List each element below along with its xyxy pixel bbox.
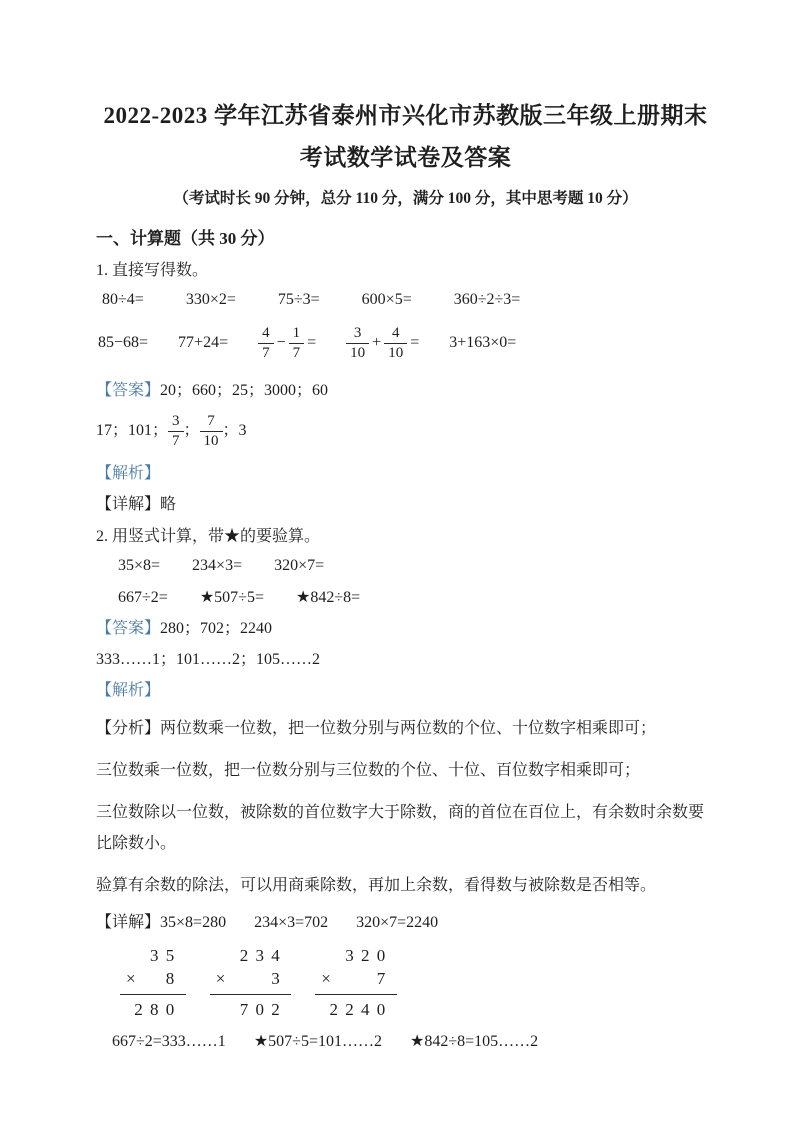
q1-expr-6: 85−68= <box>98 334 149 351</box>
q1-expr-9-fraction <box>346 325 419 362</box>
multiplier: 7 <box>376 969 387 988</box>
multiplicand: 3 2 0 <box>345 946 387 965</box>
q1-answer2-pre: 17；101； <box>96 422 169 439</box>
q2-expression-row-1 <box>118 556 715 576</box>
vertical-multiplication-3 <box>315 946 397 1020</box>
q2-analysis-p1 <box>96 713 715 744</box>
section-1-heading: 一、计算题（共 30 分） <box>96 229 275 248</box>
analysis-label: 【解析】 <box>96 682 161 699</box>
fraction: $\frac{4}{7}$ <box>258 325 274 362</box>
product: 2 2 4 0 <box>329 1000 387 1019</box>
q1-expr-1: 80÷4= <box>102 291 144 308</box>
q1-expr-2: 330×2= <box>185 291 236 308</box>
multiplier-row <box>315 969 397 995</box>
q2-expression-row-2 <box>118 588 715 608</box>
q1-expr-10: 3+163×0= <box>449 334 517 351</box>
vertical-multiplication-2 <box>210 946 292 1020</box>
multiplicand: 3 5 <box>150 946 176 965</box>
q1-detail-line <box>96 495 715 515</box>
equals-sign: = <box>410 334 420 351</box>
equals-sign: = <box>307 334 317 351</box>
detail-result-2: 234×3=702 <box>254 914 329 931</box>
q1-answer-line-2 <box>96 409 715 453</box>
method-label: 【分析】 <box>96 720 161 737</box>
doc-title-line2: 考试数学试卷及答案 <box>299 145 512 170</box>
operator: + <box>372 334 382 351</box>
fraction: $\frac{4}{10}$ <box>384 325 407 362</box>
q2-expr-6-starred: ★842÷8= <box>295 589 361 606</box>
product: 2 8 0 <box>134 1000 176 1019</box>
exam-info: （考试时长 90 分钟，总分 110 分，满分 100 分，其中思考题 10 分） <box>173 190 638 207</box>
detail-label: 【详解】 <box>96 914 161 931</box>
q2-analysis-p3: 三位数除以一位数，被除数的首位数字大于除数，商的首位在百位上，有余数时余数要比除数小。 <box>96 804 705 852</box>
q1-expr-7: 77+24= <box>178 334 229 351</box>
q2-division-results-row <box>112 1032 715 1052</box>
fraction: $\frac{3}{7}$ <box>168 413 184 450</box>
vertical-multiplication-1 <box>120 946 186 1020</box>
q2-expr-3: 320×7= <box>274 557 325 574</box>
q2-analysis-p4: 验算有余数的除法，可以用商乘除数，再加上余数，看得数与被除数是否相等。 <box>96 877 657 894</box>
q1-answer-line-1 <box>96 381 715 401</box>
q1-expr-5: 360÷2÷3= <box>453 291 521 308</box>
q2-answer-line-2: 333……1；101……2；105……2 <box>96 651 321 668</box>
analysis-text: 两位数乘一位数，把一位数分别与两位数的个位、十位数字相乘即可； <box>160 720 657 737</box>
q2-expr-5-starred: ★507÷5= <box>199 589 264 606</box>
separator: ； <box>183 422 200 439</box>
product: 7 0 2 <box>239 1000 282 1019</box>
q2-analysis-line <box>96 681 715 701</box>
fraction: $\frac{1}{7}$ <box>289 325 305 362</box>
q1-expr-4: 600×5= <box>361 291 412 308</box>
q2-stem: 2. 用竖式计算，带★的要验算。 <box>96 528 321 545</box>
q1-stem: 1. 直接写得数。 <box>96 262 209 279</box>
q1-answer2-tail: ；3 <box>222 422 247 439</box>
times-sign: × <box>321 969 333 988</box>
q2-detail-results <box>160 913 438 933</box>
multiplier: 3 <box>271 969 282 988</box>
division-result-3-starred: ★842÷8=105……2 <box>409 1033 539 1050</box>
q1-expr-3: 75÷3= <box>277 291 320 308</box>
q1-expression-row-1 <box>102 290 715 310</box>
fraction: $\frac{3}{10}$ <box>346 325 369 362</box>
analysis-label: 【解析】 <box>96 465 161 482</box>
q1-analysis-line <box>96 464 715 484</box>
q2-analysis-p2: 三位数乘一位数，把一位数分别与三位数的个位、十位、百位数字相乘即可； <box>96 762 641 779</box>
q1-expression-row-2 <box>98 316 715 370</box>
q1-expr-8-fraction <box>258 325 316 362</box>
detail-result-1: 35×8=280 <box>160 914 227 931</box>
division-result-1: 667÷2=333……1 <box>112 1033 226 1050</box>
q2-answer-values: 280；702；2240 <box>160 620 273 637</box>
multiplier-row <box>210 969 292 995</box>
answer-label: 【答案】 <box>96 620 161 637</box>
q2-detail-line <box>96 913 715 933</box>
doc-title-line1: 2022-2023 学年江苏省泰州市兴化市苏教版三年级上册期末 <box>103 103 708 128</box>
detail-label: 【详解】 <box>96 496 161 513</box>
q2-expr-1: 35×8= <box>118 557 161 574</box>
multiplier: 8 <box>165 969 176 988</box>
times-sign: × <box>215 969 227 988</box>
q2-expr-4: 667÷2= <box>118 589 168 606</box>
division-result-2-starred: ★507÷5=101……2 <box>253 1033 382 1050</box>
operator: − <box>276 334 286 351</box>
answer-label: 【答案】 <box>96 382 161 399</box>
q1-answer-values: 20；660；25；3000；60 <box>160 382 329 399</box>
q1-detail-text: 略 <box>160 496 177 513</box>
fraction: $\frac{7}{10}$ <box>200 413 223 450</box>
multiplier-row <box>120 969 186 995</box>
times-sign: × <box>126 969 138 988</box>
vertical-multiplication-row <box>120 946 715 1020</box>
q2-expr-2: 234×3= <box>192 557 243 574</box>
q2-answer-line-1 <box>96 619 715 639</box>
multiplicand: 2 3 4 <box>239 946 282 965</box>
detail-result-3: 320×7=2240 <box>356 914 439 931</box>
